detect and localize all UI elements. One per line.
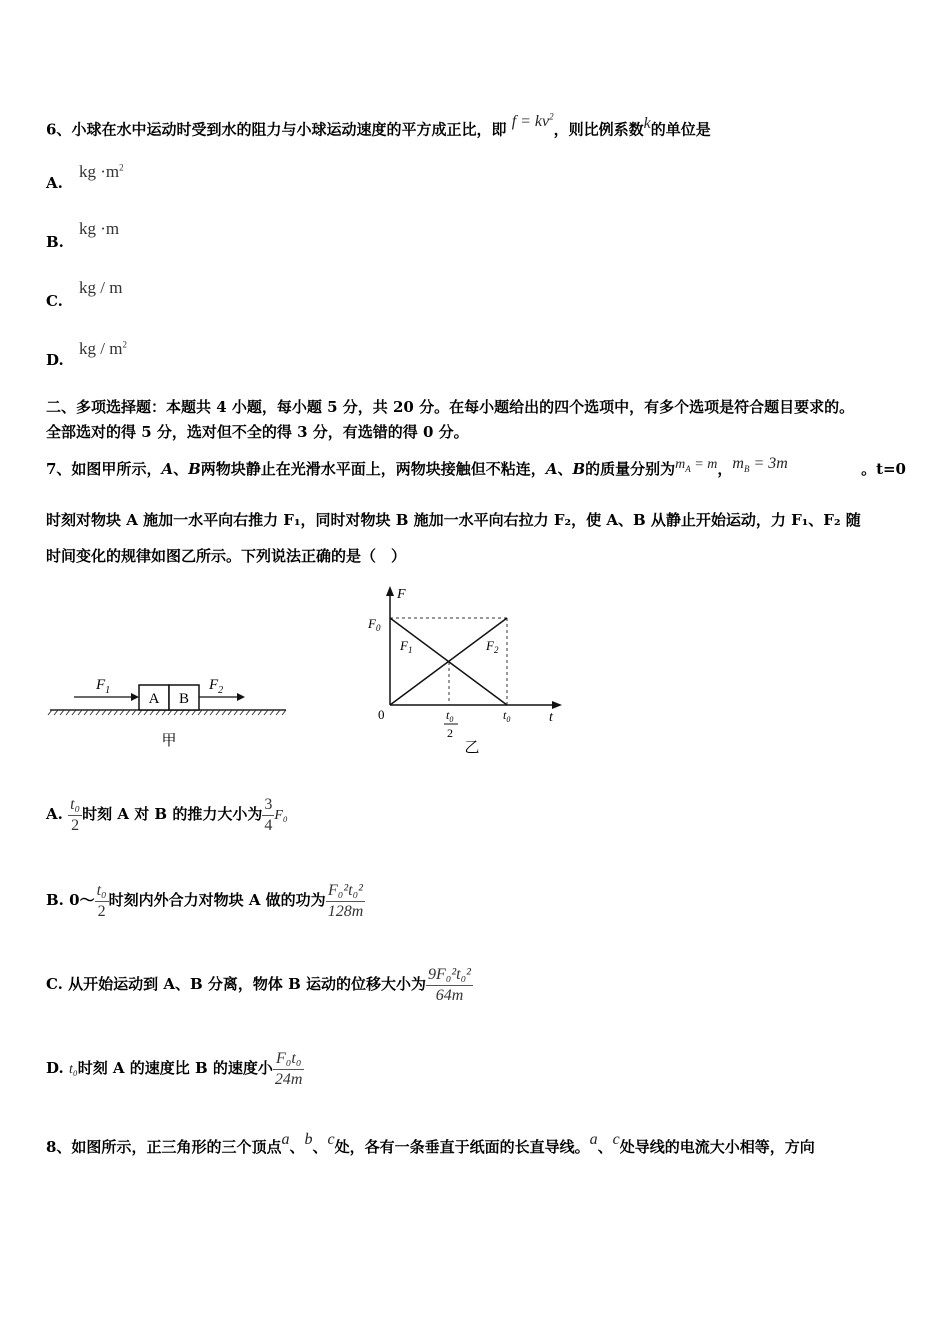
force1-label: $F_1$ [96,677,111,696]
q6-coefficient: k [643,115,651,133]
f0-label: $F_0$ [368,616,381,633]
half-t0-numerator: $t_0$ [446,708,454,724]
q6-stem-part-a: 小球在水中运动时受到水的阻力与小球运动速度的平方成正比，即 [71,120,507,139]
q7-option-d-frac: $\frac{\text{F₀t₀}}{24m}$ [274,1049,303,1088]
q7-option-b-frac2: $\frac{\text{F₀²t₀²}}{128m}$ [327,881,364,920]
q7-option-a[interactable]: A. $\frac{\text{t₀}}{2}$ 时刻 A 对 B 的推力大小为 $\frac{3}{4}$ F₀ [46,795,288,834]
section2-line1: 二、多项选择题：本题共 4 小题，每小题 5 分，共 20 分。在每小题给出的四个选项中，有多个选项是符合题目要求的。 [46,398,855,416]
f1-label: $F_1$ [400,638,413,655]
q8-stem: 8、如图所示，正三角形的三个顶点a、b、c处，各有一条垂直于纸面的长直导线。a、c处导线的电流大小相等，方向 [46,1131,815,1156]
x-axis-label: t [549,710,553,725]
q7-mass-b: $m_B = 3m$ [732,455,788,475]
q6-option-d-value: kg / $m^2$ [79,339,127,358]
section2-line2: 全部选对的得 5 分，选对但不全的得 3 分，有选错的得 0 分。 [46,423,469,441]
q6-option-d-label[interactable]: D. [46,351,64,369]
q7-option-a-frac2: $\frac{3}{4}$ [264,795,273,834]
y-axis-arrowhead [386,586,394,596]
q7-figure-jia [44,660,294,760]
q7-mass-a: $m_A = m$ [675,457,718,474]
q7-figure-yi [362,580,572,760]
q7-option-a-frac1: $\frac{\text{t₀}}{2}$ [70,795,81,834]
force2-label: $F_2$ [209,677,224,696]
q6-option-c-value: kg / m [79,278,123,297]
q6-option-c-label[interactable]: C. [46,292,63,310]
block-b-label: B [178,691,190,707]
block-a-label: A [148,691,160,707]
q6-formula: $f = kv^2$ [511,112,554,131]
force1-arrowhead [131,693,139,701]
q7-line3: 时间变化的规律如图乙所示。下列说法正确的是（ ） [46,547,407,565]
q7-option-c-frac: $\frac{\text{9F₀²t₀²}}{64m}$ [428,965,471,1004]
q7-line1: 7、如图甲所示，A、B两物块静止在光滑水平面上，两物块接触但不粘连，A、B的质量分别为$m_A = m$，$m_B = 3m$ 。t=0 [46,455,906,478]
half-t0-denominator: 2 [447,726,453,740]
y-axis-label: F [397,587,406,602]
fig-yi-caption: 乙 [464,740,480,756]
q6-option-b-value: kg ·m [79,219,120,238]
force2-arrowhead [237,693,245,701]
q6-stem [46,112,711,140]
f2-label: $F_2$ [486,638,499,655]
q6-stem-part-c: 的单位是 [650,120,711,139]
q7-line2: 时刻对物块 A 施加一水平向右推力 F₁，同时对物块 B 施加一水平向右拉力 F₂，使 A、B 从静止开始运动，力 F₁、F₂ 随 [46,511,861,529]
q6-option-b-label[interactable]: B. [46,233,64,251]
q6-stem-part-b: ，则比例系数 [553,120,644,139]
x-axis-arrowhead [552,701,562,709]
q7-option-c[interactable]: C. 从开始运动到 A、B 分离，物体 B 运动的位移大小为 $\frac{\text{9F₀²t₀²}}{64m}$ [46,965,471,1004]
fig-jia-caption: 甲 [161,733,177,749]
q7-option-d[interactable]: D. t₀时刻 A 的速度比 B 的速度小 $\frac{\text{F₀t₀}}{24m}$ [46,1049,303,1088]
q6-option-a-label[interactable]: A. [46,174,63,192]
q6-option-a-value: kg $\cdot m^2$ [79,162,124,181]
q6-number: 6、 [46,120,72,139]
t0-label: $t_0$ [503,708,511,724]
origin-label: 0 [378,707,385,722]
q7-option-b[interactable]: B. 0～ $\frac{\text{t₀}}{2}$ 时刻内外合力对物块 A 做的功为 $\frac{\text{F₀²t₀²}}{128m}$ [46,881,364,920]
q7-option-b-frac1: $\frac{\text{t₀}}{2}$ [96,881,107,920]
